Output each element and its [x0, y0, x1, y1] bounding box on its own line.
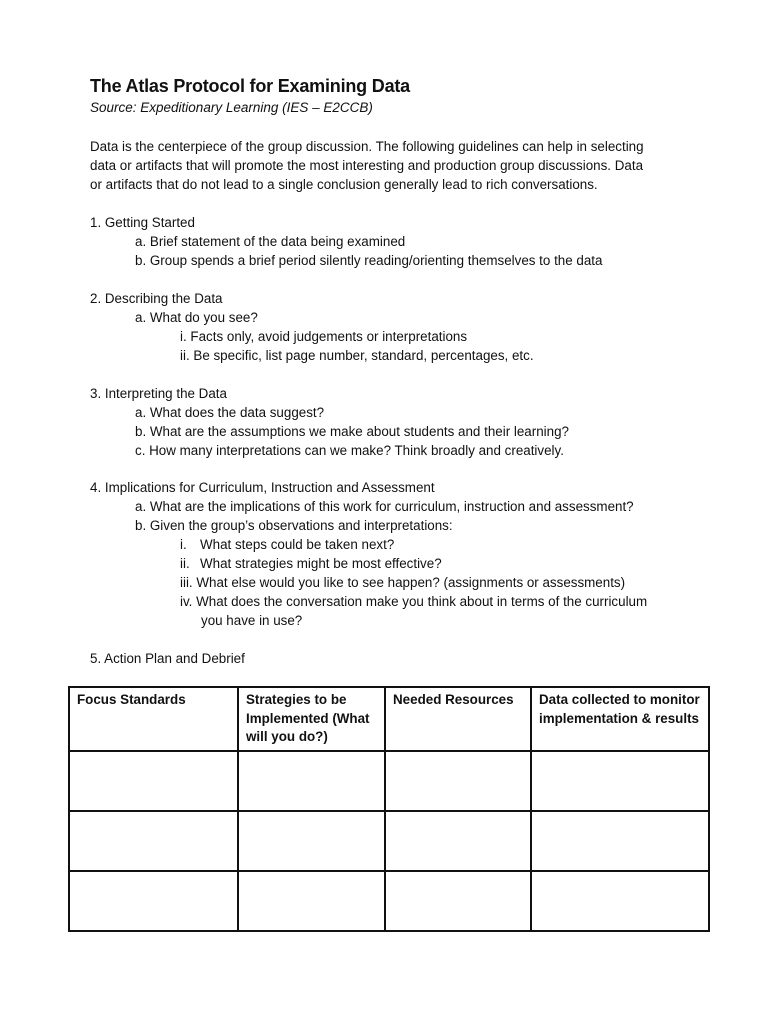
table-cell[interactable] [385, 751, 531, 811]
roman-numeral: i. [180, 537, 187, 552]
table-cell[interactable] [238, 811, 385, 871]
section-2-item-a-i: i. Facts only, avoid judgements or interpretations [180, 329, 468, 344]
table-cell[interactable] [69, 811, 238, 871]
section-4-item-b: b. Given the group’s observations and interpretations: [135, 518, 453, 533]
source-line: Source: Expeditionary Learning (IES – E2CCB) [90, 100, 373, 115]
section-4-heading: 4. Implications for Curriculum, Instruction and Assessment [90, 480, 435, 495]
table-cell[interactable] [69, 751, 238, 811]
intro-line: Data is the centerpiece of the group discussion. The following guidelines can help in selecting [90, 139, 644, 154]
section-3-item-b: b. What are the assumptions we make about students and their learning? [135, 424, 569, 439]
header-data-collected: Data collected to monitor implementation & results [531, 687, 709, 751]
section-3-heading: 3. Interpreting the Data [90, 386, 227, 401]
table-cell[interactable] [385, 811, 531, 871]
section-4-item-a: a. What are the implications of this work for curriculum, instruction and assessment? [135, 499, 634, 514]
header-focus-standards: Focus Standards [69, 687, 238, 751]
roman-numeral: ii. [180, 556, 190, 571]
page-title: The Atlas Protocol for Examining Data [90, 76, 410, 96]
intro-paragraph [90, 137, 690, 194]
table-cell[interactable] [238, 871, 385, 931]
table-cell[interactable] [238, 751, 385, 811]
table-cell[interactable] [531, 871, 709, 931]
section-1-item-a: a. Brief statement of the data being examined [135, 234, 406, 249]
table-cell[interactable] [531, 751, 709, 811]
action-plan-table [68, 686, 710, 932]
section-1-heading: 1. Getting Started [90, 215, 195, 230]
section-2-item-a: a. What do you see? [135, 310, 258, 325]
section-2-heading: 2. Describing the Data [90, 291, 223, 306]
table-cell[interactable] [385, 871, 531, 931]
table-row [69, 751, 709, 811]
table-row [69, 811, 709, 871]
section-3-item-c: c. How many interpretations can we make? Think broadly and creatively. [135, 443, 564, 458]
table-cell[interactable] [69, 871, 238, 931]
section-2-item-a-ii: ii. Be specific, list page number, standard, percentages, etc. [180, 348, 534, 363]
table-header-row [69, 687, 709, 751]
intro-line: or artifacts that do not lead to a single conclusion generally lead to rich conversations. [90, 177, 598, 192]
table-row [69, 871, 709, 931]
header-needed-resources: Needed Resources [385, 687, 531, 751]
section-4-item-b-iv-continued: you have in use? [201, 613, 303, 628]
table-cell[interactable] [531, 811, 709, 871]
section-4-item-b-i [180, 535, 394, 554]
section-4-item-b-iv: iv. What does the conversation make you think about in terms of the curriculum [180, 594, 648, 609]
header-strategies: Strategies to be Implemented (What will you do?) [238, 687, 385, 751]
intro-line: data or artifacts that will promote the most interesting and production group discussions. Data [90, 158, 644, 173]
section-5-heading: 5. Action Plan and Debrief [90, 651, 245, 666]
section-4-item-b-ii [180, 554, 442, 573]
item-text: What steps could be taken next? [200, 537, 395, 552]
section-1-item-b: b. Group spends a brief period silently reading/orienting themselves to the data [135, 253, 603, 268]
item-text: What strategies might be most effective? [200, 556, 442, 571]
section-3-item-a: a. What does the data suggest? [135, 405, 325, 420]
section-4-item-b-iii: iii. What else would you like to see happen? (assignments or assessments) [180, 575, 626, 590]
